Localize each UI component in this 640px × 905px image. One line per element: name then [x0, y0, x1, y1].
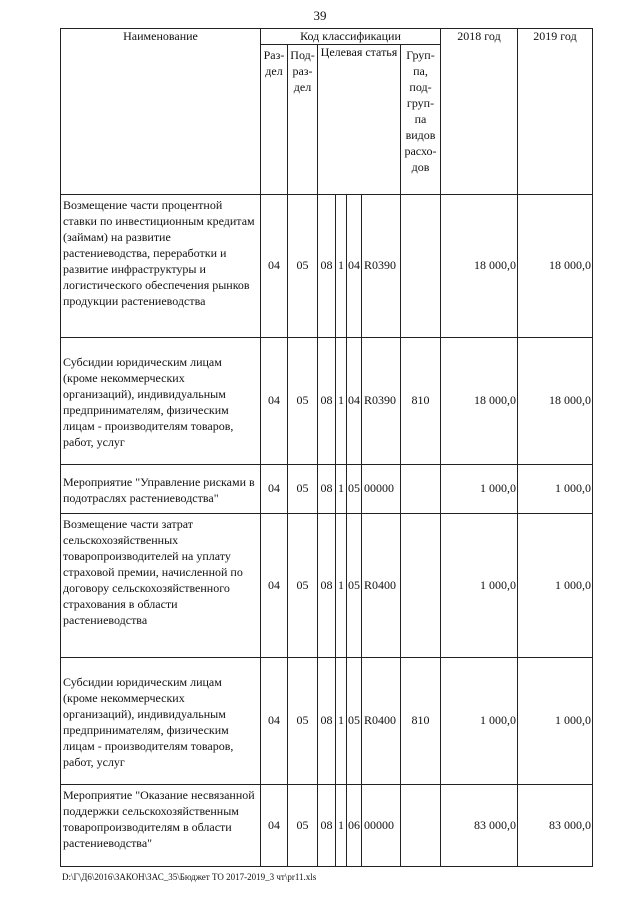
row-amount-2018: 1 000,0 — [441, 513, 518, 657]
header-row-top — [61, 29, 593, 45]
file-path-footer: D:\Г\Д6\2016\ЗАКОН\ЗАС_35\Бюджет ТО 2017-2019_3 чт\pr11.xls — [62, 872, 317, 882]
header-year-2018: 2018 год — [441, 29, 518, 195]
row-amount-2018: 83 000,0 — [441, 784, 518, 866]
row-subsection: 05 — [288, 464, 318, 513]
row-target-part-4: R0400 — [362, 513, 401, 657]
row-amount-2019: 18 000,0 — [518, 337, 593, 464]
page-number: 39 — [313, 8, 327, 23]
header-subsection: Под- раз- дел — [288, 45, 318, 195]
row-amount-2019: 1 000,0 — [518, 657, 593, 784]
header-classification-code: Код классификации — [261, 29, 441, 45]
row-name: Субсидии юридическим лицам (кроме некоммерческих организаций), индивидуальным предпринимателям, физическим лицам - производителям товаров, работ, услуг — [61, 337, 261, 464]
row-expense-group: 810 — [401, 657, 441, 784]
row-expense-group — [401, 194, 441, 337]
table-row — [61, 464, 593, 513]
row-target-part-4: R0390 — [362, 194, 401, 337]
row-target-part-3: 04 — [347, 194, 362, 337]
row-subsection: 05 — [288, 513, 318, 657]
row-target-part-3: 05 — [347, 513, 362, 657]
row-name: Возмещение части затрат сельскохозяйственных товаропроизводителей на уплату страховой премии, начисленной по договору сельскохозяйственного страхования в области растениеводства — [61, 513, 261, 657]
table-row — [61, 194, 593, 337]
row-target-part-4: 00000 — [362, 784, 401, 866]
row-target-part-2: 1 — [336, 657, 347, 784]
row-target-part-2: 1 — [336, 464, 347, 513]
row-target-part-1: 08 — [318, 337, 336, 464]
header-year-2019: 2019 год — [518, 29, 593, 195]
header-target-article: Целевая статья — [318, 45, 401, 61]
row-target-part-2: 1 — [336, 784, 347, 866]
row-target-part-1: 08 — [318, 784, 336, 866]
row-target-part-4: R0390 — [362, 337, 401, 464]
table-row — [61, 513, 593, 657]
row-target-part-2: 1 — [336, 194, 347, 337]
row-subsection: 05 — [288, 784, 318, 866]
row-expense-group — [401, 464, 441, 513]
table-row — [61, 337, 593, 464]
row-amount-2019: 18 000,0 — [518, 194, 593, 337]
row-amount-2019: 1 000,0 — [518, 513, 593, 657]
row-target-part-1: 08 — [318, 657, 336, 784]
row-section: 04 — [261, 194, 288, 337]
row-section: 04 — [261, 657, 288, 784]
row-expense-group — [401, 513, 441, 657]
row-target-part-1: 08 — [318, 464, 336, 513]
row-target-part-3: 04 — [347, 337, 362, 464]
budget-table — [60, 28, 593, 867]
row-amount-2019: 83 000,0 — [518, 784, 593, 866]
row-target-part-3: 05 — [347, 464, 362, 513]
row-amount-2018: 1 000,0 — [441, 464, 518, 513]
row-name: Мероприятие "Оказание несвязанной поддержки сельскохозяйственным товаропроизводителям в области растениеводства" — [61, 784, 261, 866]
header-name: Наименование — [61, 29, 261, 195]
row-amount-2018: 18 000,0 — [441, 337, 518, 464]
row-subsection: 05 — [288, 194, 318, 337]
row-section: 04 — [261, 784, 288, 866]
row-subsection: 05 — [288, 337, 318, 464]
row-name: Мероприятие "Управление рисками в подотраслях растениеводства" — [61, 464, 261, 513]
row-amount-2018: 18 000,0 — [441, 194, 518, 337]
row-target-part-3: 06 — [347, 784, 362, 866]
row-amount-2019: 1 000,0 — [518, 464, 593, 513]
row-subsection: 05 — [288, 657, 318, 784]
row-section: 04 — [261, 464, 288, 513]
row-name: Возмещение части процентной ставки по инвестиционным кредитам (займам) на развитие растениеводства, переработки и развитие инфраструктуры и логистического обеспечения рынков продукции растениеводства — [61, 194, 261, 337]
row-section: 04 — [261, 337, 288, 464]
row-expense-group: 810 — [401, 337, 441, 464]
row-amount-2018: 1 000,0 — [441, 657, 518, 784]
table-row — [61, 657, 593, 784]
row-target-part-1: 08 — [318, 513, 336, 657]
header-target-article-space — [318, 60, 401, 194]
row-name: Субсидии юридическим лицам (кроме некоммерческих организаций), индивидуальным предпринимателям, физическим лицам - производителям товаров, работ, услуг — [61, 657, 261, 784]
row-expense-group — [401, 784, 441, 866]
row-target-part-3: 05 — [347, 657, 362, 784]
row-target-part-4: 00000 — [362, 464, 401, 513]
table-row — [61, 784, 593, 866]
header-section: Раз- дел — [261, 45, 288, 195]
header-expense-group: Груп- па, под- груп- па видов расхо- дов — [401, 45, 441, 195]
row-target-part-2: 1 — [336, 337, 347, 464]
row-target-part-2: 1 — [336, 513, 347, 657]
row-target-part-1: 08 — [318, 194, 336, 337]
row-section: 04 — [261, 513, 288, 657]
row-target-part-4: R0400 — [362, 657, 401, 784]
